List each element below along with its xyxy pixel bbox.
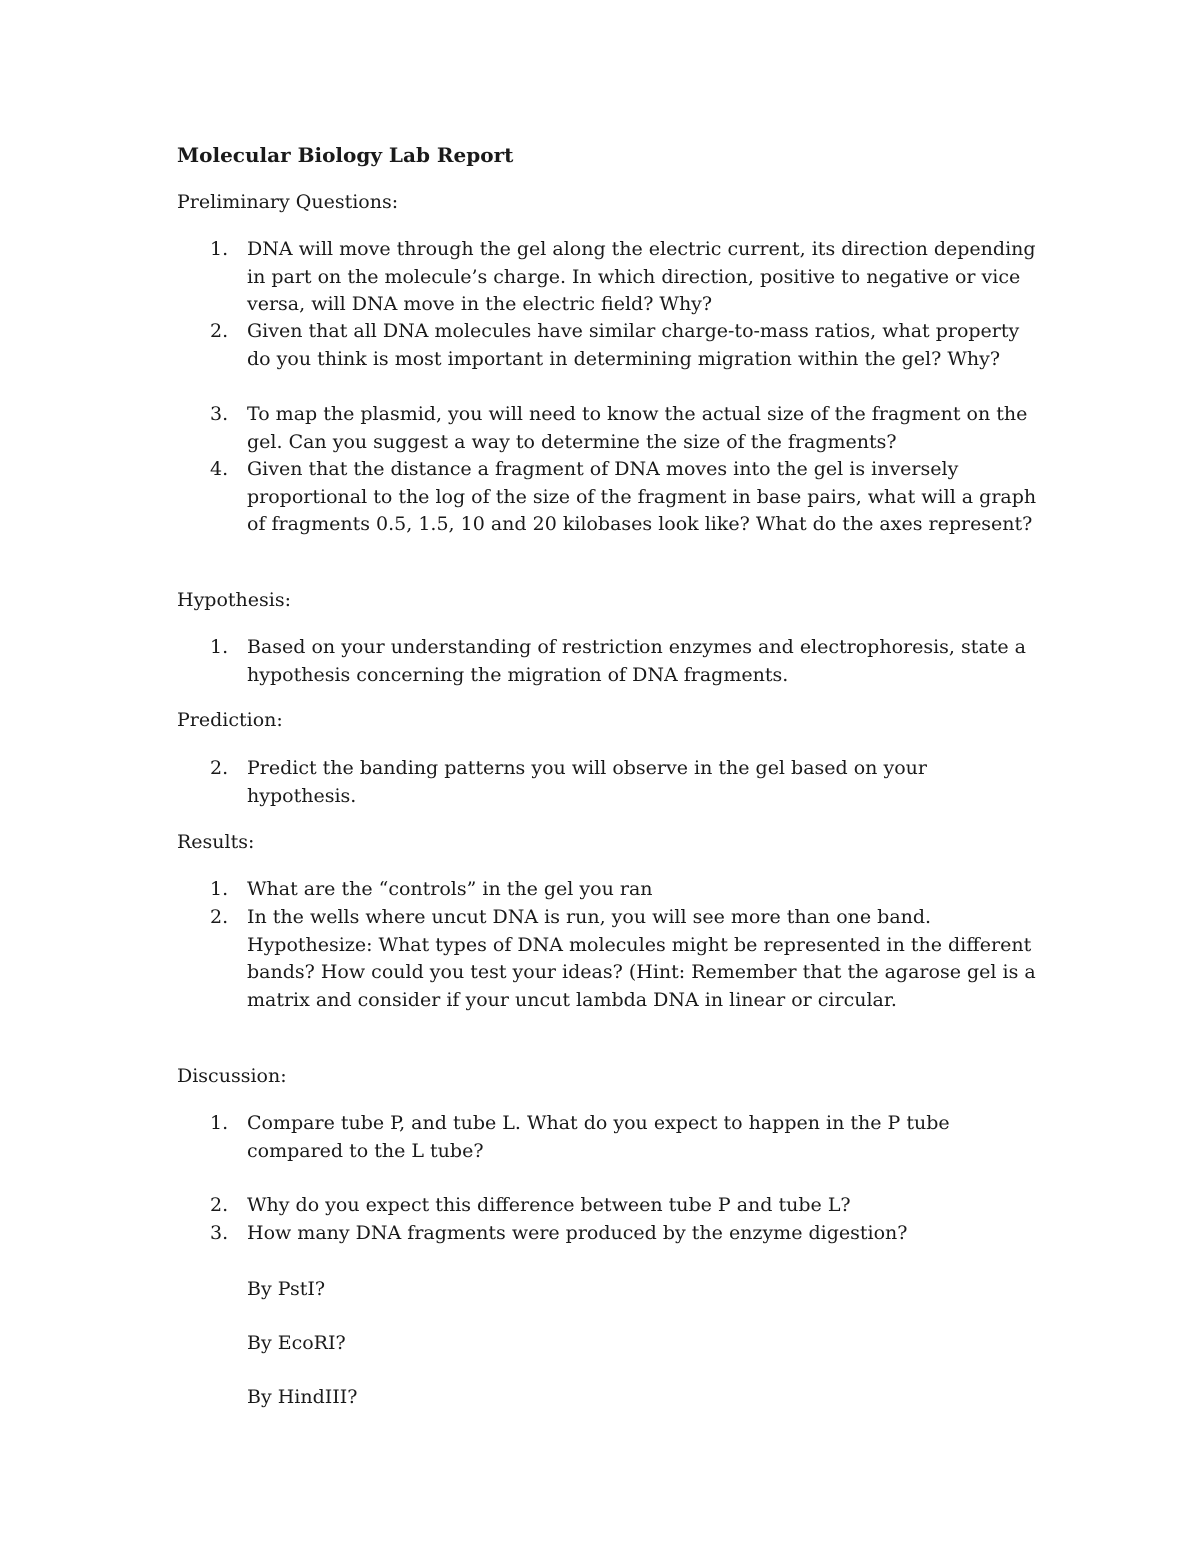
list-item: [210, 236, 1040, 319]
enzyme-question-hindiii: By HindIII?: [247, 1386, 358, 1408]
list-item-text: How many DNA fragments were produced by the enzyme digestion?: [247, 1222, 908, 1244]
list-item: [210, 1192, 1040, 1220]
list-item: [210, 634, 1040, 689]
list-item: [210, 1220, 1040, 1248]
list-item-text: What are the “controls” in the gel you ran: [247, 878, 653, 900]
discussion-heading: Discussion:: [177, 1065, 287, 1087]
list-item-number: 1.: [210, 238, 229, 260]
enzyme-question-psti: By PstI?: [247, 1278, 326, 1300]
list-item-text: Given that the distance a fragment of DNA moves into the gel is inversely proportional to the log of the size of the fragment in base pairs, what will a graph of fragments 0.5, 1.5, 10 and 20 kilobases look like? What do the axes represent?: [247, 458, 1037, 535]
list-item-number: 2.: [210, 906, 229, 928]
document-title: Molecular Biology Lab Report: [177, 143, 514, 167]
list-item: [210, 876, 1040, 904]
prediction-heading: Prediction:: [177, 709, 283, 731]
list-item: [210, 318, 1040, 373]
list-item-number: 3.: [210, 403, 229, 425]
list-item-text: Based on your understanding of restriction enzymes and electrophoresis, state a hypothesis concerning the migration of DNA fragments.: [247, 636, 1026, 686]
list-item: [210, 401, 1040, 456]
list-item-number: 1.: [210, 636, 229, 658]
list-item-text: Given that all DNA molecules have similar charge-to-mass ratios, what property do you think is most important in determining migration within the gel? Why?: [247, 320, 1020, 370]
list-item-number: 2.: [210, 320, 229, 342]
list-item: [210, 1110, 1040, 1165]
list-item: [210, 456, 1040, 539]
list-item-text: Why do you expect this difference between tube P and tube L?: [247, 1194, 851, 1216]
list-item-number: 4.: [210, 458, 229, 480]
hypothesis-heading: Hypothesis:: [177, 589, 291, 611]
results-heading: Results:: [177, 831, 255, 853]
list-item-text: DNA will move through the gel along the electric current, its direction depending in part on the molecule’s charge. In which direction, positive to negative or vice versa, will DNA move in the electric field? Why?: [247, 238, 1036, 315]
preliminary-questions-heading: Preliminary Questions:: [177, 191, 399, 213]
list-item-text: In the wells where uncut DNA is run, you will see more than one band. Hypothesize: What types of DNA molecules might be represented in the different bands? How could you test your ideas? (Hint: Remember that the agarose gel is a matrix and consider if your uncut lambda DNA in linear or circular.: [247, 906, 1036, 1011]
list-item: [210, 904, 1040, 1014]
list-item-number: 2.: [210, 757, 229, 779]
list-item-number: 2.: [210, 1194, 229, 1216]
enzyme-question-ecori: By EcoRI?: [247, 1332, 346, 1354]
list-item-text: Predict the banding patterns you will observe in the gel based on your hypothesis.: [247, 757, 927, 807]
list-item-text: To map the plasmid, you will need to know the actual size of the fragment on the gel. Can you suggest a way to determine the size of the fragments?: [247, 403, 1028, 453]
list-item-number: 1.: [210, 878, 229, 900]
list-item-number: 1.: [210, 1112, 229, 1134]
list-item-number: 3.: [210, 1222, 229, 1244]
list-item: [210, 755, 1040, 810]
list-item-text: Compare tube P, and tube L. What do you expect to happen in the P tube compared to the L tube?: [247, 1112, 950, 1162]
